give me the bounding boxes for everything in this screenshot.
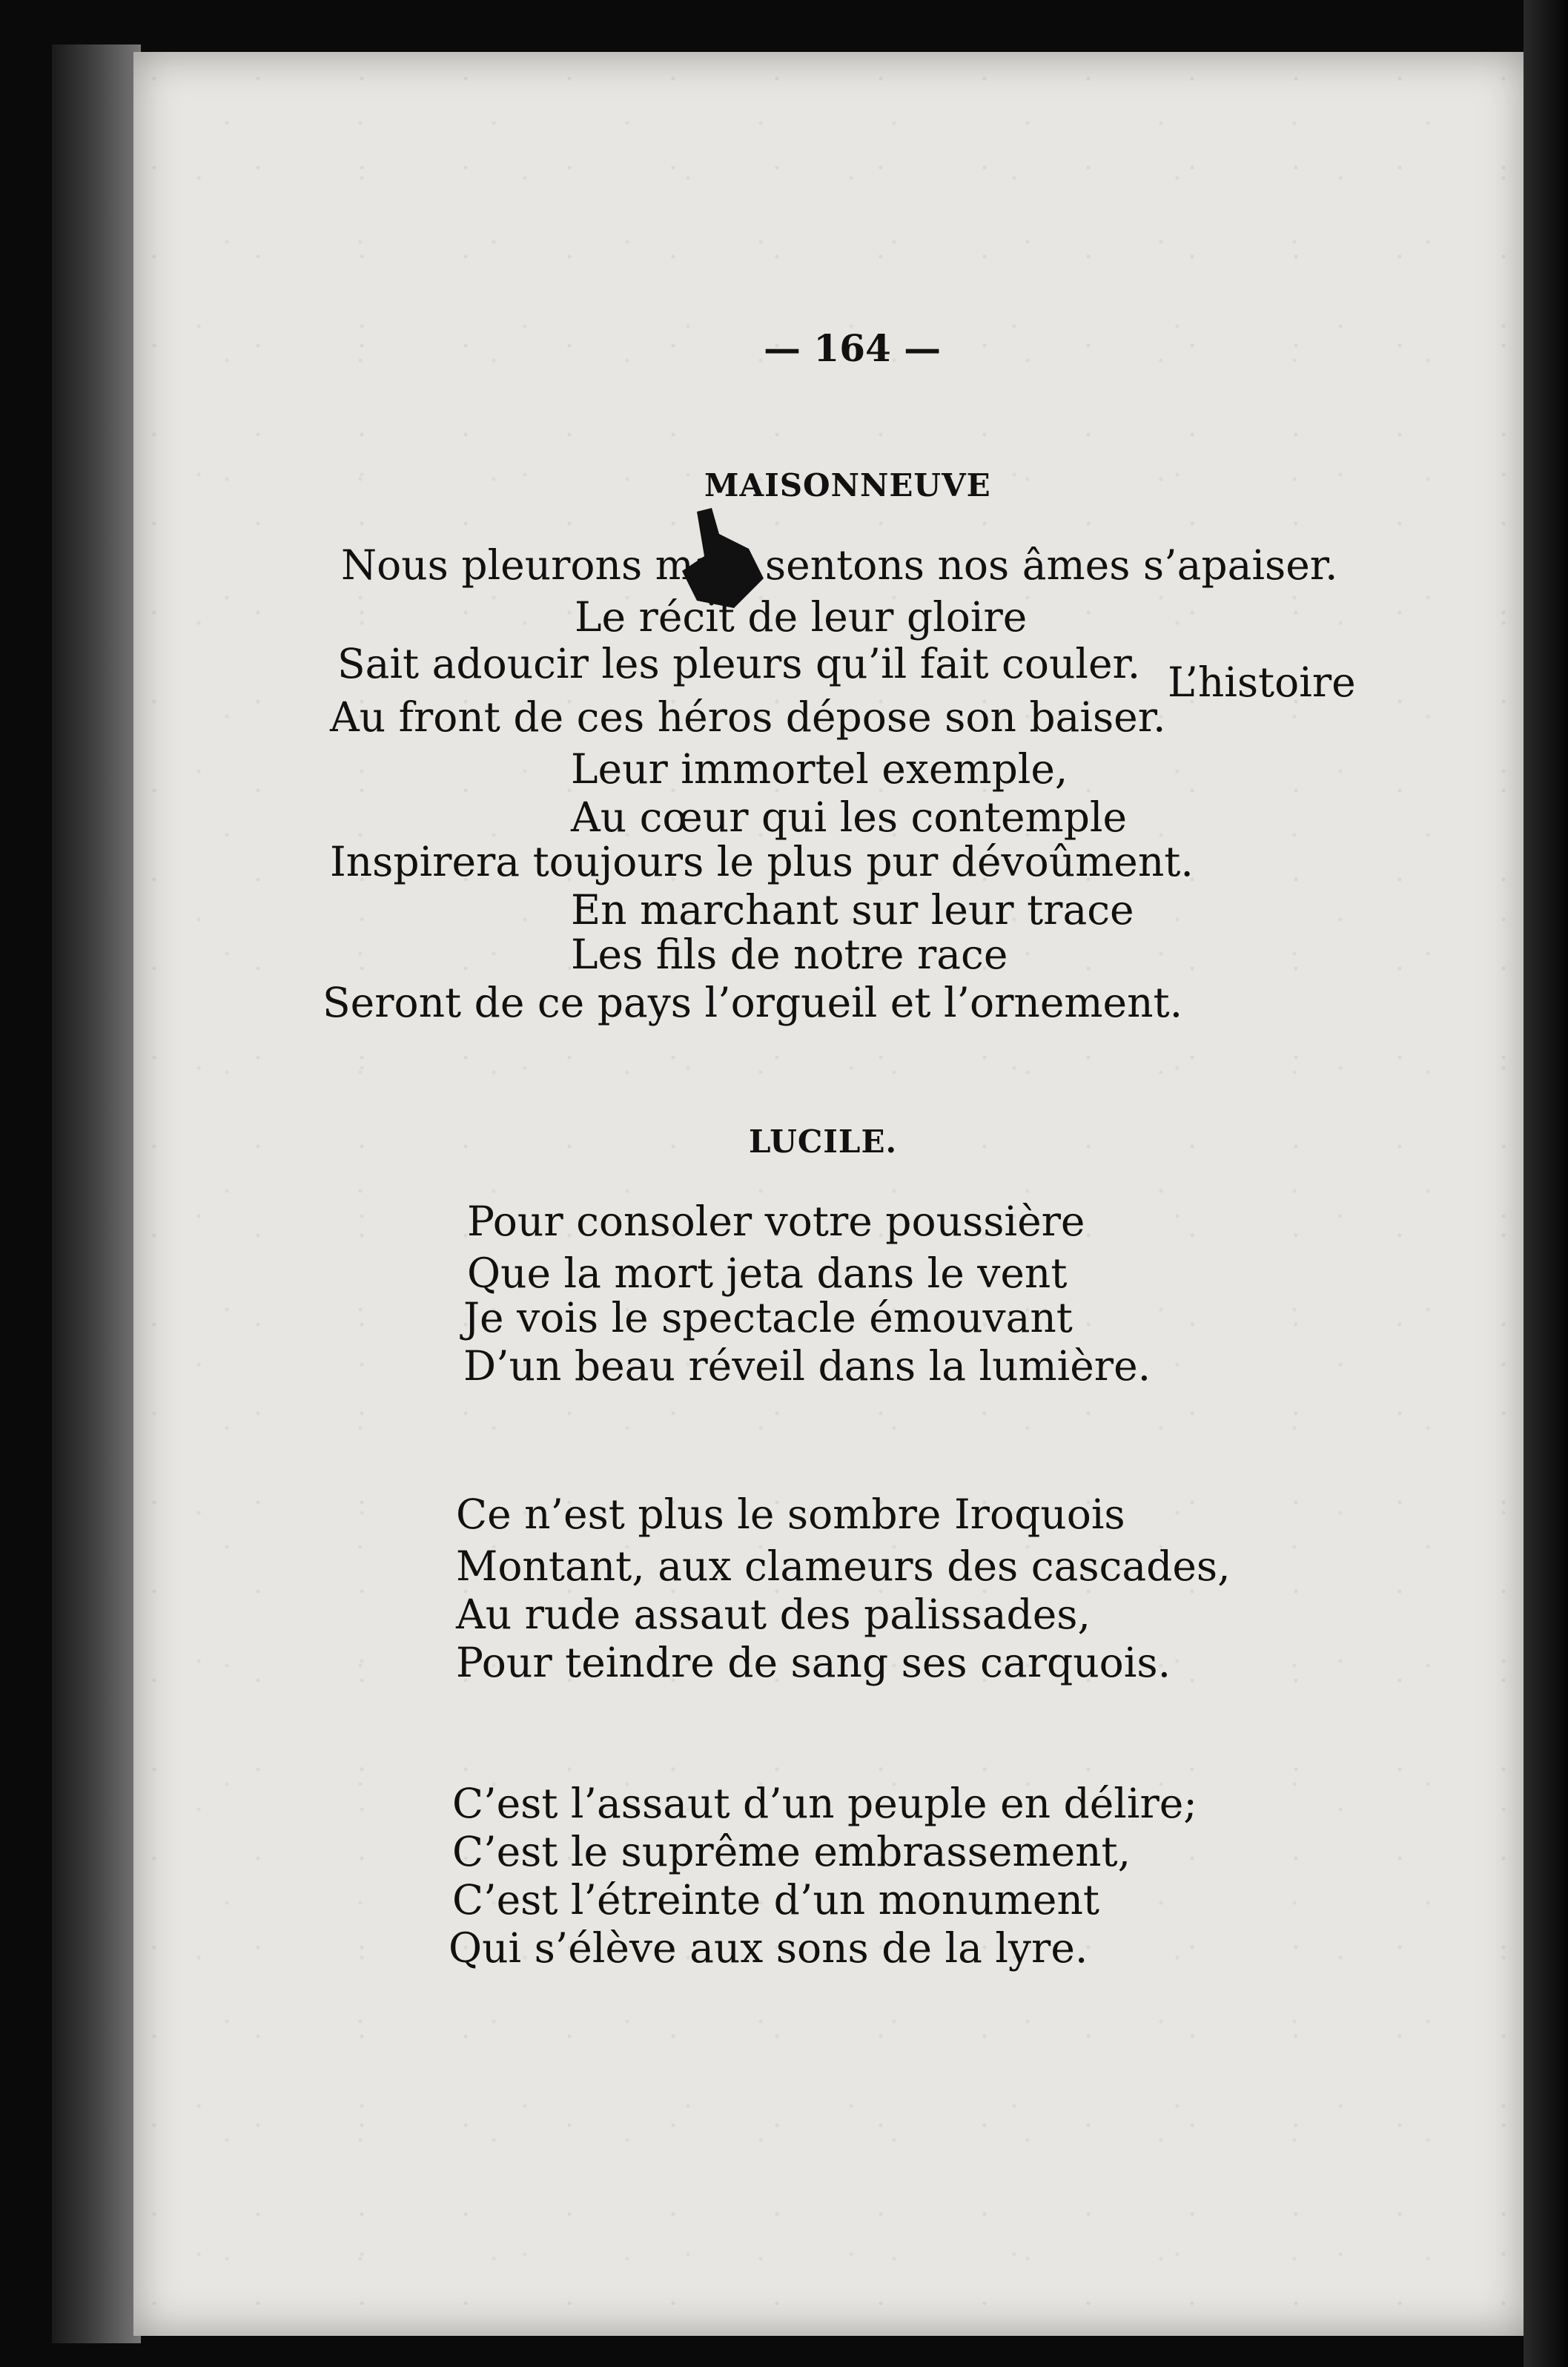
poem-line: Je vois le spectacle émouvant xyxy=(463,1294,1073,1341)
poem-title-maisonneuve: MAISONNEUVE xyxy=(704,467,991,504)
poem-line: C’est l’assaut d’un peuple en délire; xyxy=(452,1780,1197,1827)
poem-line: Inspirera toujours le plus pur dévoûment. xyxy=(330,838,1194,885)
poem-line: Sait adoucir les pleurs qu’il fait couler. xyxy=(337,640,1141,687)
poem-line: Seront de ce pays l’orgueil et l’ornement. xyxy=(322,979,1183,1026)
poem-line: L’histoire xyxy=(1168,658,1356,706)
page-edge-shadow xyxy=(1524,0,1568,2367)
poem-line: Leur immortel exemple, xyxy=(571,745,1068,793)
poem-line: D’un beau réveil dans la lumière. xyxy=(463,1342,1151,1390)
poem-line: Au rude assaut des palissades, xyxy=(456,1591,1091,1638)
poem-line: Pour teindre de sang ses carquois. xyxy=(456,1639,1171,1686)
book-page xyxy=(133,52,1527,2336)
poem-line: C’est le suprême embrassement, xyxy=(452,1828,1131,1875)
poem-line: Que la mort jeta dans le vent xyxy=(467,1249,1068,1297)
page-number: — 164 — xyxy=(764,326,942,370)
poem-line: Montant, aux clameurs des cascades, xyxy=(456,1542,1231,1590)
poem-line: C’est l’étreinte d’un monument xyxy=(452,1876,1099,1924)
poem-line: Au front de ces héros dépose son baiser. xyxy=(330,693,1166,741)
book-spine xyxy=(52,44,141,2343)
poem-line: Le récit de leur gloire xyxy=(575,593,1028,641)
poem-line: Nous pleurons mais sentons nos âmes s’apaiser. xyxy=(341,541,1338,589)
poem-line: En marchant sur leur trace xyxy=(571,886,1134,934)
poem-line: Au cœur qui les contemple xyxy=(571,793,1128,841)
poem-line: Les fils de notre race xyxy=(571,931,1008,978)
poem-title-lucile: LUCILE. xyxy=(749,1123,898,1160)
poem-line: Qui s’élève aux sons de la lyre. xyxy=(449,1924,1088,1972)
poem-line: Pour consoler votre poussière xyxy=(467,1198,1085,1245)
poem-line: Ce n’est plus le sombre Iroquois xyxy=(456,1490,1125,1538)
